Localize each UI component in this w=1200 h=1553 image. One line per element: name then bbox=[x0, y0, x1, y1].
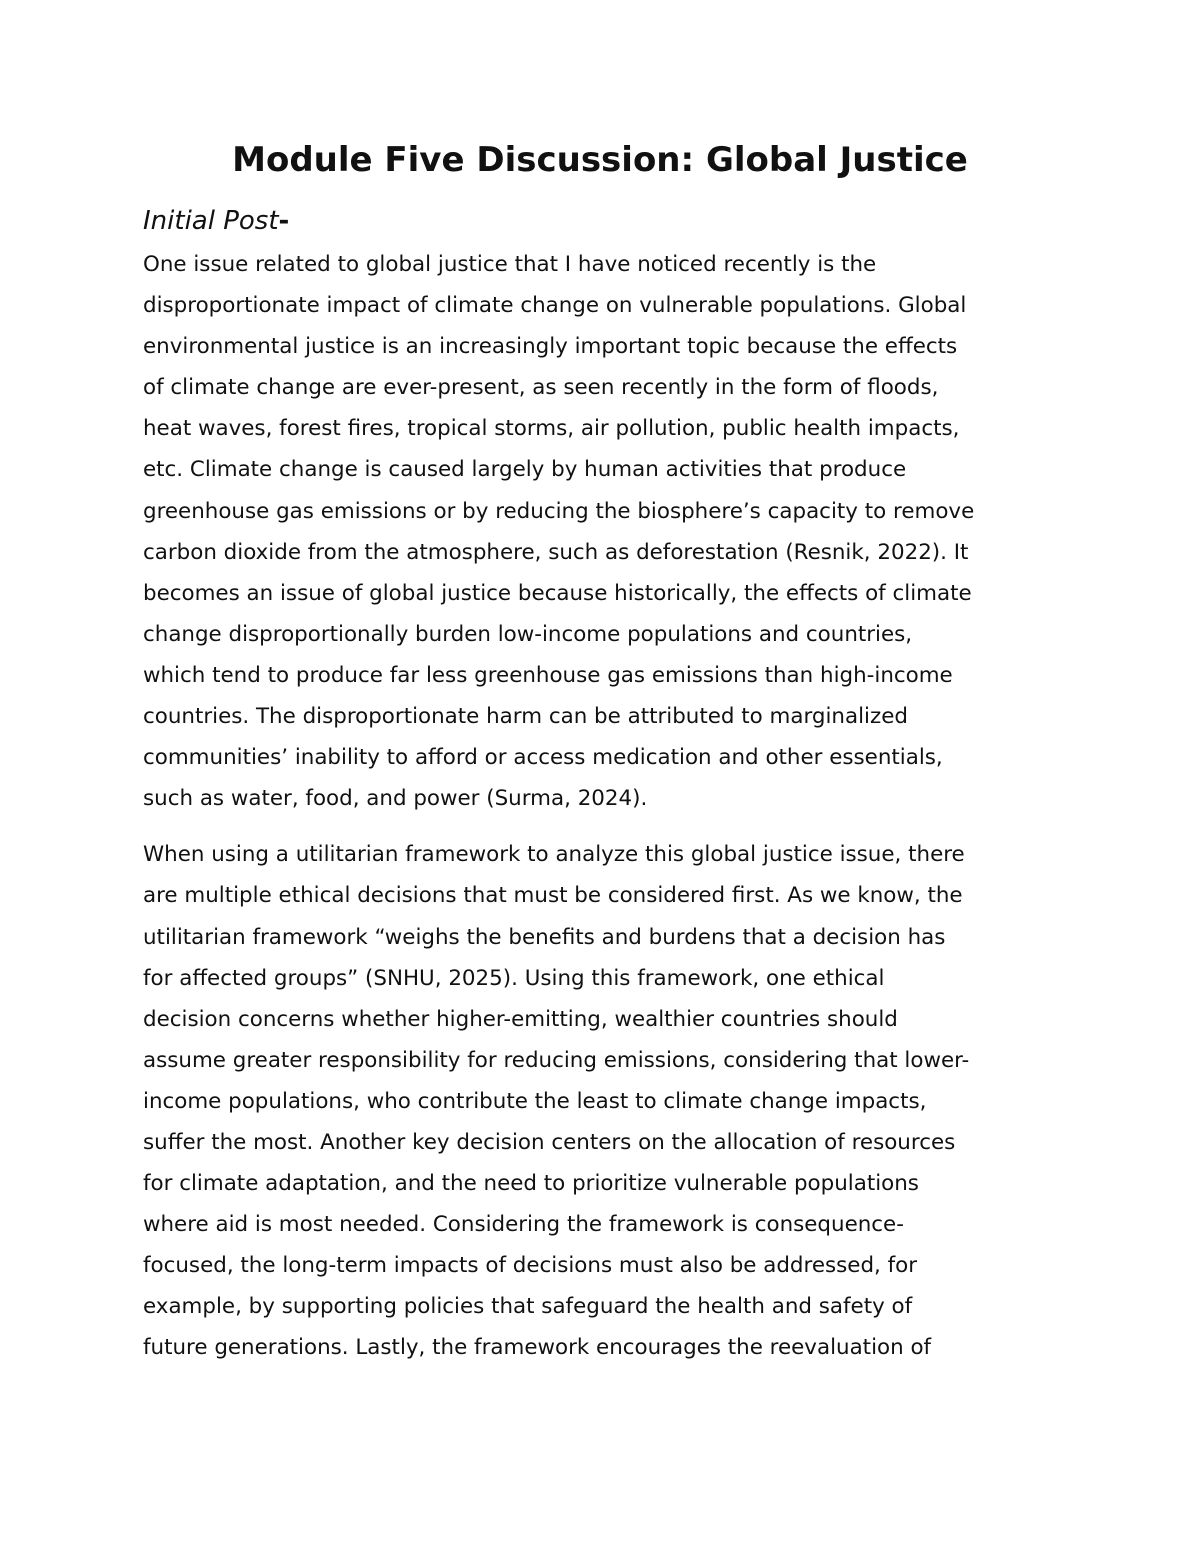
paragraph-2 bbox=[143, 834, 1063, 1368]
paragraph-line: are multiple ethical decisions that must be considered first. As we know, the bbox=[143, 883, 963, 909]
subheading-label: Initial Post bbox=[143, 206, 279, 236]
paragraph-line: becomes an issue of global justice because historically, the effects of climate bbox=[143, 580, 972, 606]
paragraph-line: income populations, who contribute the least to climate change impacts, bbox=[143, 1088, 927, 1114]
paragraph-line: One issue related to global justice that I have noticed recently is the bbox=[143, 252, 877, 277]
paragraph-line: countries. The disproportionate harm can be attributed to marginalized bbox=[143, 704, 908, 730]
paragraph-line: suffer the most. Another key decision centers on the allocation of resources bbox=[143, 1129, 956, 1155]
paragraph-line: for climate adaptation, and the need to prioritize vulnerable populations bbox=[143, 1171, 919, 1197]
document-title: Module Five Discussion: Global Justice bbox=[232, 140, 968, 180]
subheading-suffix: - bbox=[278, 206, 290, 236]
paragraph-line: utilitarian framework “weighs the benefits and burdens that a decision has bbox=[143, 924, 946, 950]
document-body bbox=[143, 138, 1063, 1369]
paragraph-line: When using a utilitarian framework to analyze this global justice issue, there bbox=[143, 842, 965, 868]
section-subheading bbox=[143, 204, 1063, 238]
paragraph-1 bbox=[143, 244, 1063, 819]
paragraph-line: carbon dioxide from the atmosphere, such as deforestation (Resnik, 2022). It bbox=[143, 539, 969, 565]
paragraph-line: future generations. Lastly, the framework encourages the reevaluation of bbox=[143, 1335, 932, 1361]
paragraph-line: change disproportionally burden low-income populations and countries, bbox=[143, 621, 913, 647]
paragraph-line: heat waves, forest fires, tropical storms, air pollution, public health impacts, bbox=[143, 416, 960, 442]
paragraph-line: decision concerns whether higher-emitting, wealthier countries should bbox=[143, 1006, 898, 1032]
paragraph-line: greenhouse gas emissions or by reducing the biosphere’s capacity to remove bbox=[143, 498, 975, 524]
paragraph-line: example, by supporting policies that safeguard the health and safety of bbox=[143, 1294, 913, 1320]
paragraph-line: communities’ inability to afford or access medication and other essentials, bbox=[143, 745, 943, 771]
paragraph-line: disproportionate impact of climate change on vulnerable populations. Global bbox=[143, 293, 967, 319]
paragraph-line: where aid is most needed. Considering the framework is consequence- bbox=[143, 1212, 904, 1238]
paragraph-line: of climate change are ever-present, as seen recently in the form of floods, bbox=[143, 375, 939, 401]
paragraph-line: which tend to produce far less greenhouse gas emissions than high-income bbox=[143, 662, 953, 688]
paragraph-line: such as water, food, and power (Surma, 2024). bbox=[143, 786, 648, 812]
paragraph-line: assume greater responsibility for reducing emissions, considering that lower- bbox=[143, 1047, 970, 1073]
paragraph-line: etc. Climate change is caused largely by human activities that produce bbox=[143, 457, 907, 483]
paragraph-line: for affected groups” (SNHU, 2025). Using this framework, one ethical bbox=[143, 965, 885, 991]
paragraph-line: environmental justice is an increasingly important topic because the effects bbox=[143, 334, 958, 360]
paragraph-line: focused, the long-term impacts of decisions must also be addressed, for bbox=[143, 1253, 918, 1279]
